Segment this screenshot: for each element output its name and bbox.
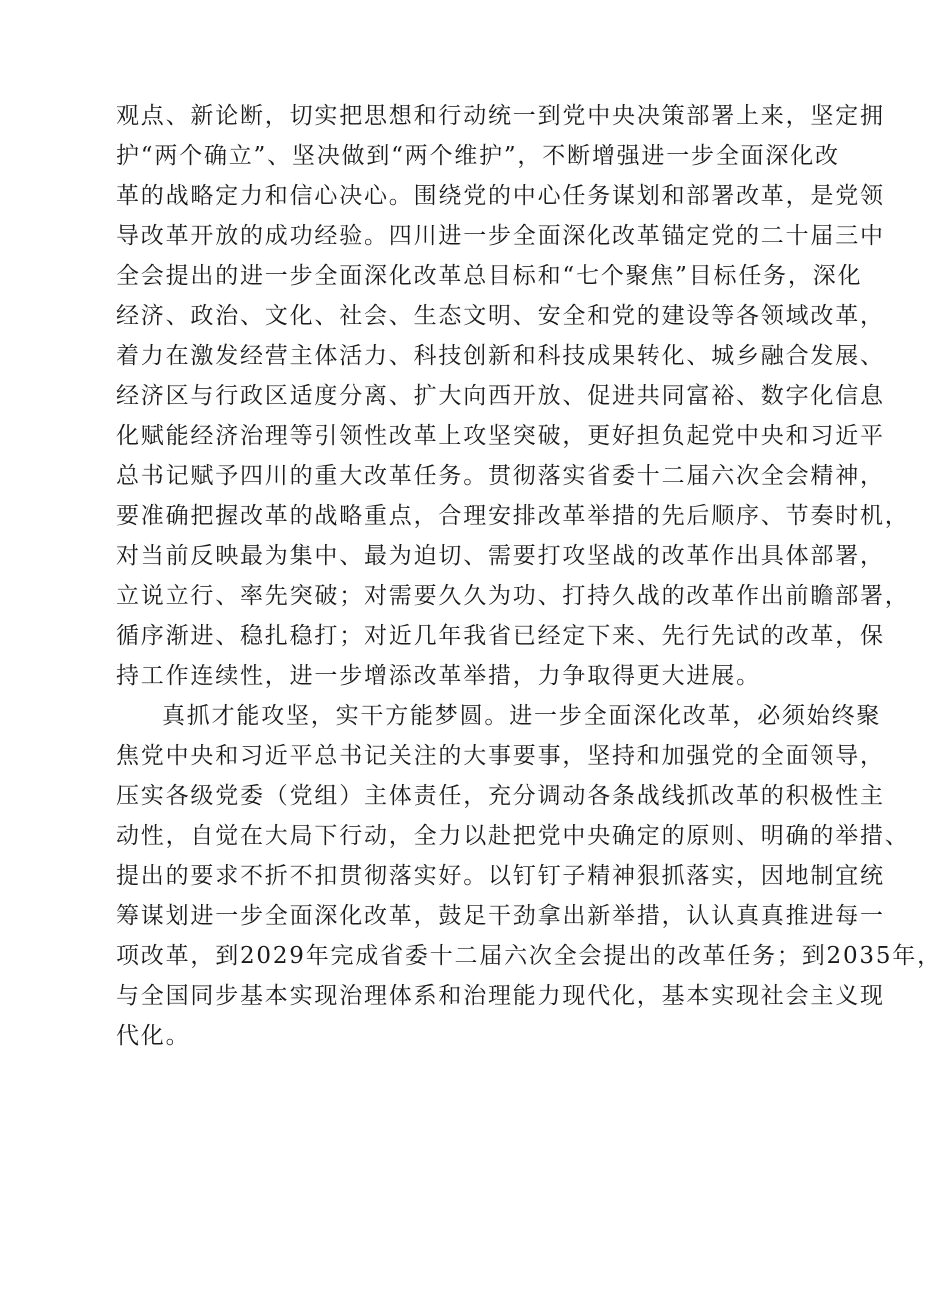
text-line: 着力在激发经营主体活力、科技创新和科技成果转化、城乡融合发展、 <box>116 343 885 369</box>
text-line: 观点、新论断，切实把思想和行动统一到党中央决策部署上来，坚定拥 <box>116 103 885 129</box>
text-line: 筹谋划进一步全面深化改革，鼓足干劲拿出新举措，认认真真推进每一 <box>116 903 885 929</box>
paragraph-2 <box>116 696 942 1056</box>
paragraph-1 <box>116 96 910 696</box>
text-line: 全会提出的进一步全面深化改革总目标和“七个聚焦”目标任务，深化 <box>116 263 863 289</box>
text-line: 持工作连续性，进一步增添改革举措，力争取得更大进展。 <box>116 663 761 689</box>
text-line: 经济区与行政区适度分离、扩大向西开放、促进共同富裕、数字化信息 <box>116 383 885 409</box>
text-line: 护“两个确立”、坚决做到“两个维护”，不断增强进一步全面深化改 <box>116 143 840 169</box>
text-line: 动性，自觉在大局下行动，全力以赴把党中央确定的原则、明确的举措、 <box>116 823 910 849</box>
text-line: 循序渐进、稳扎稳打；对近几年我省已经定下来、先行先试的改革，保 <box>116 623 885 649</box>
text-line: 要准确把握改革的战略重点，合理安排改革举措的先后顺序、节奏时机， <box>116 503 910 529</box>
text-line: 项改革，到2029年完成省委十二届六次全会提出的改革任务；到2035年， <box>116 943 942 969</box>
text-line: 提出的要求不折不扣贯彻落实好。以钉钉子精神狠抓落实，因地制宜统 <box>116 863 885 889</box>
text-line: 总书记赋予四川的重大改革任务。贯彻落实省委十二届六次全会精神， <box>116 463 885 489</box>
text-line: 焦党中央和习近平总书记关注的大事要事，坚持和加强党的全面领导， <box>116 743 885 769</box>
text-line: 对当前反映最为集中、最为迫切、需要打攻坚战的改革作出具体部署， <box>116 543 885 569</box>
text-line: 与全国同步基本实现治理体系和治理能力现代化，基本实现社会主义现 <box>116 983 885 1009</box>
text-line: 立说立行、率先突破；对需要久久为功、打持久战的改革作出前瞻部署， <box>116 583 910 609</box>
text-line: 革的战略定力和信心决心。围绕党的中心任务谋划和部署改革，是党领 <box>116 183 885 209</box>
text-line: 导改革开放的成功经验。四川进一步全面深化改革锚定党的二十届三中 <box>116 223 885 249</box>
text-line: 压实各级党委（党组）主体责任，充分调动各条战线抓改革的积极性主 <box>116 783 885 809</box>
text-line: 化赋能经济治理等引领性改革上攻坚突破，更好担负起党中央和习近平 <box>116 423 885 449</box>
text-line: 真抓才能攻坚，实干方能梦圆。进一步全面深化改革，必须始终聚 <box>162 703 882 729</box>
text-line: 经济、政治、文化、社会、生态文明、安全和党的建设等各领域改革， <box>116 303 885 329</box>
body-text <box>116 96 942 1056</box>
text-line: 代化。 <box>116 1023 191 1049</box>
